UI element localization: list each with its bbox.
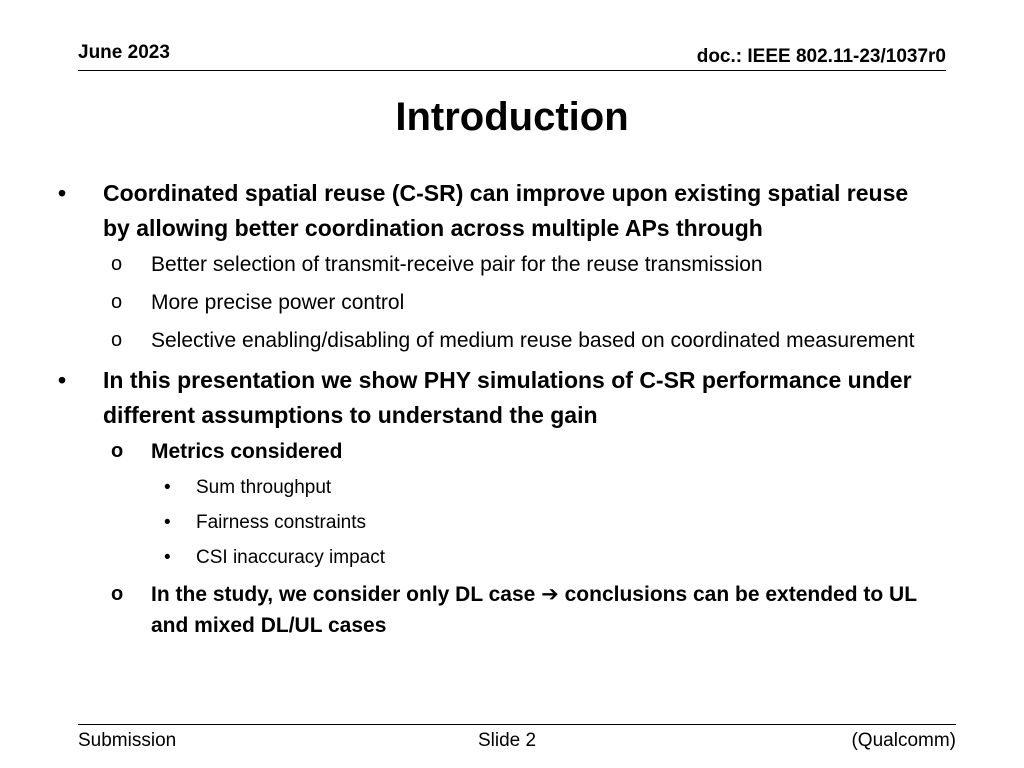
footer-organization: (Qualcomm) bbox=[851, 730, 956, 751]
sub-bullet-item bbox=[58, 287, 938, 318]
sub-sub-bullet-text: Fairness constraints bbox=[196, 512, 367, 533]
sub-bullet-text: Selective enabling/disabling of medium reuse based on coordinated measurement bbox=[151, 329, 915, 352]
circle-bullet-icon: o bbox=[111, 329, 123, 351]
right-arrow-icon: ➔ bbox=[541, 583, 559, 606]
slide-title: Introduction bbox=[395, 95, 629, 139]
sub-sub-bullet-item bbox=[58, 544, 938, 572]
sub-bullet-item bbox=[58, 325, 938, 356]
sub-sub-bullet-text: Sum throughput bbox=[196, 477, 332, 498]
sub-bullet-text: Better selection of transmit-receive pair for the reuse transmission bbox=[151, 253, 763, 276]
sub-bullet-item bbox=[58, 579, 938, 641]
bullet-item bbox=[58, 363, 938, 433]
circle-bullet-icon: o bbox=[111, 253, 123, 275]
header-doc-id: doc.: IEEE 802.11-23/1037r0 bbox=[696, 46, 946, 67]
sub-sub-bullet-item bbox=[58, 509, 938, 537]
bullet-dot-icon: • bbox=[164, 512, 171, 533]
bullet-dot-icon: • bbox=[58, 367, 67, 393]
bullet-text: In this presentation we show PHY simulations of C-SR performance under different assumptions to understand the gain bbox=[103, 367, 912, 428]
header-divider bbox=[78, 70, 946, 71]
bullet-dot-icon: • bbox=[164, 477, 171, 498]
circle-bullet-icon: o bbox=[111, 440, 124, 462]
bullet-dot-icon: • bbox=[164, 547, 171, 568]
slide-body bbox=[58, 176, 938, 648]
circle-bullet-icon: o bbox=[111, 583, 124, 605]
footer-submission: Submission bbox=[78, 730, 177, 751]
sub-sub-bullet-item bbox=[58, 474, 938, 502]
bullet-text: Coordinated spatial reuse (C-SR) can improve upon existing spatial reuse by allowing better coordination across multiple APs through bbox=[103, 180, 909, 241]
sub-bullet-text: Metrics considered bbox=[151, 440, 343, 463]
footer-slide-number: Slide 2 bbox=[478, 730, 537, 751]
study-text-before: In the study, we consider only DL case bbox=[151, 583, 536, 606]
footer-divider bbox=[78, 724, 956, 725]
study-text-after: conclusions can be extended to UL and mixed DL/UL cases bbox=[151, 583, 917, 637]
sub-sub-bullet-text: CSI inaccuracy impact bbox=[196, 547, 386, 568]
circle-bullet-icon: o bbox=[111, 291, 123, 313]
sub-bullet-item bbox=[58, 436, 938, 467]
sub-bullet-text: More precise power control bbox=[151, 291, 405, 314]
sub-bullet-item bbox=[58, 249, 938, 280]
bullet-item bbox=[58, 176, 938, 246]
bullet-dot-icon: • bbox=[58, 180, 67, 206]
header-date: June 2023 bbox=[78, 42, 170, 63]
